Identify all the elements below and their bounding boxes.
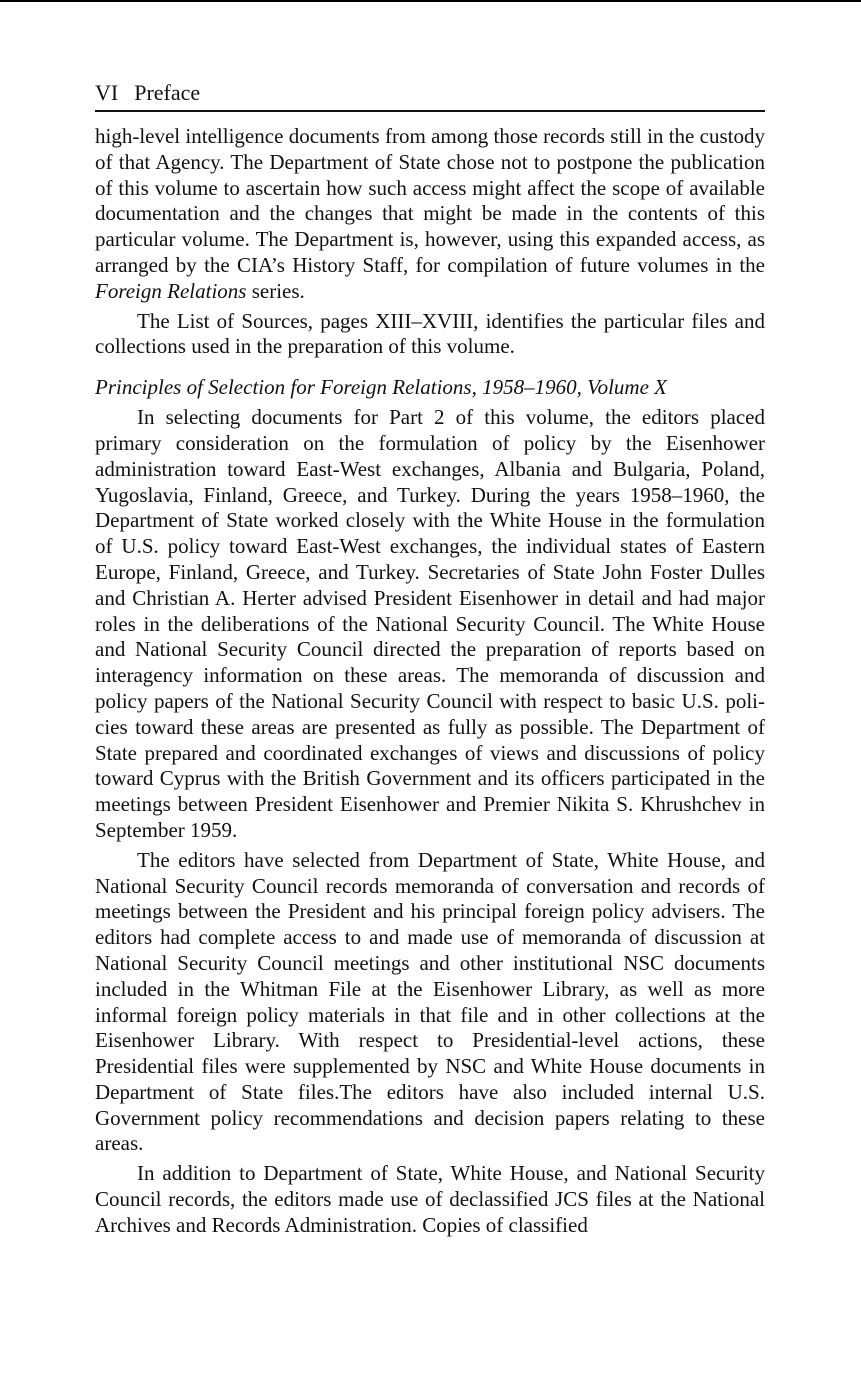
paragraph-additional-records: In addition to Department of State, White House, and National Security Council records, the editors made use of declassified JCS files at the National Archives and Records Administration. Copies of classified (95, 1161, 765, 1237)
scan-top-edge (0, 0, 861, 2)
running-title: Preface (134, 80, 201, 105)
section-heading: Principles of Selection for Foreign Relations, 1958–1960, Volume X (95, 375, 667, 400)
page-number: VI (95, 80, 119, 105)
body-text (95, 124, 765, 1239)
paragraph-editors-records: The editors have selected from Department of State, White House, and National Security Council records memoranda of conversation and records of meetings between the President and his principal foreign policy advisers. The editors had complete access to and made use of memoranda of discussion at National Security Council meetings and other institutional NSC documents included in the Whitman File at the Eisenhower Library, as well as more informal foreign policy materials in that file and in other collections at the Eisenhower Library. With respect to Presidential-level actions, these Presidential files were supplemented by NSC and White House documents in Department of State files.The editors have also included internal U.S. Government policy recommendations and decision papers relating to these areas. (95, 847, 765, 1156)
paragraph-continued (95, 124, 765, 305)
book-page (95, 78, 765, 1239)
running-head (95, 78, 765, 112)
paragraph-1-series-title: Foreign Relations (95, 278, 247, 303)
paragraph-list-of-sources: The List of Sources, pages XIII–XVIII, identifies the particular files and collections used in the preparation of this volume. (95, 308, 765, 359)
paragraph-1-text: high-level intelligence documents from among those records still in the custody of that Agency. The Department of State chose not to postpone the publication of this volume to ascertain how such access might affect the scope of available documentation and the changes that might be made in the contents of this particular volume. The Department is, however, using this expanded access, as arranged by the CIA’s History Staff, for compilation of future volumes in the (95, 124, 765, 277)
paragraph-1-text-end: series. (246, 278, 305, 303)
paragraph-selection-criteria: In selecting documents for Part 2 of this volume, the editors placed primary consideration on the formulation of policy by the Eisenhower administration toward East-West exchanges, Albania and Bulgaria, Poland, Yugoslavia, Finland, Greece, and Turkey. During the years 1958–1960, the Department of State worked closely with the White House in the formulation of U.S. policy toward East-West exchanges, the individual states of Eastern Europe, Finland, Greece, and Turkey. Secretaries of State John Foster Dulles and Christian A. Herter advised President Eisenhower in detail and had major roles in the deliberations of the National Security Council. The White House and National Security Council directed the preparation of reports based on interagency information on these areas. The memoranda of discussion and policy papers of the National Security Council with respect to basic U.S. policies toward these areas are presented as fully as possible. The Department of State prepared and coordinated exchanges of views and discussions of policy toward Cyprus with the British Government and its officers participated in the meetings between President Eisenhower and Premier Nikita S. Khrushchev in September 1959. (95, 405, 765, 842)
